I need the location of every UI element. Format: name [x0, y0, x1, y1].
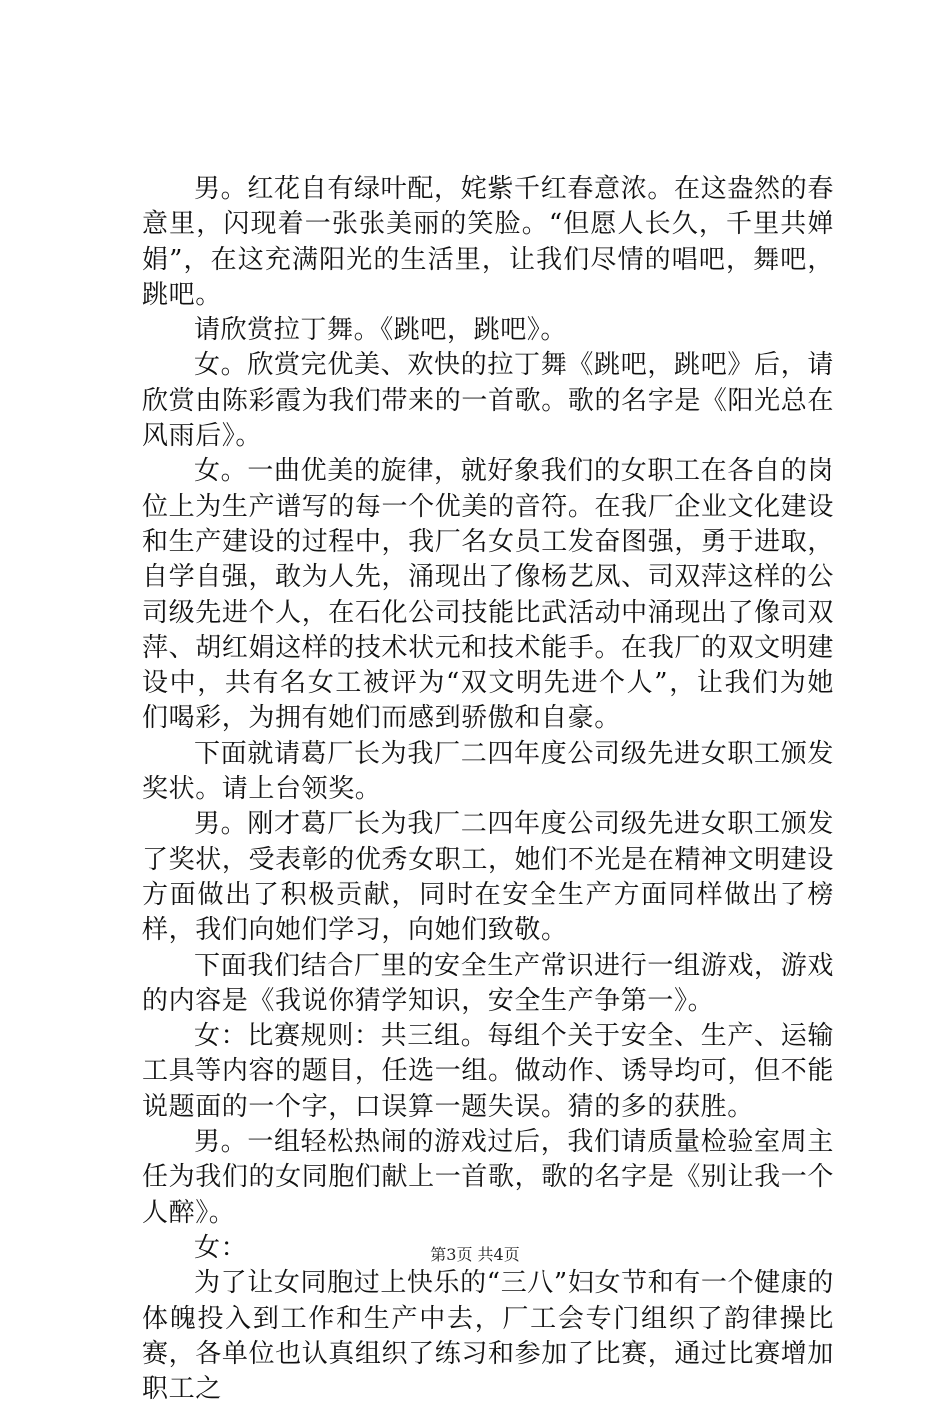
paragraph-female-host-label: 女：	[194, 1232, 248, 1263]
paragraph-male-host-song: 男。一组轻松热闹的游戏过后，我们请质量检验室周主任为我们的女同胞们献上一首歌，歌的名字是《别让我一个人醉》。	[142, 1127, 834, 1228]
document-body	[142, 172, 834, 1407]
paragraph-latin-dance: 请欣赏拉丁舞。《跳吧，跳吧》。	[194, 315, 568, 346]
paragraph-male-host-intro: 男。红花自有绿叶配，姹紫千红春意浓。在这盎然的春意里，闪现着一张张美丽的笑脸。“但愿人长久，千里共婵娟”，在这充满阳光的生活里，让我们尽情的唱吧，舞吧，跳吧。	[142, 174, 834, 310]
paragraph-award-presentation: 下面就请葛厂长为我厂二四年度公司级先进女职工颁发奖状。请上台领奖。	[142, 738, 834, 805]
page-footer: 第3页 共4页	[430, 1245, 520, 1264]
paragraph-female-host-song: 女。欣赏完优美、欢快的拉丁舞《跳吧，跳吧》后，请欣赏由陈彩霞为我们带来的一首歌。歌的名字是《阳光总在风雨后》。	[142, 350, 834, 452]
paragraph-female-workers: 女。一曲优美的旋律，就好象我们的女职工在各自的岗位上为生产谱写的每一个优美的音符。在我厂企业文化建设和生产建设的过程中，我厂名女员工发奋图强，勇于进取，自学自强，敢为人先，涌现出了像杨艺凤、司双萍这样的公司级先进个人，在石化公司技能比武活动中涌现出了像司双萍、胡红娟这样的技术状元和技术能手。在我厂的双文明建设中，共有名女工被评为“双文明先进个人”，让我们为她们喝彩，为拥有她们而感到骄傲和自豪。	[142, 456, 834, 734]
paragraph-game-rules: 女：比赛规则：共三组。每组个关于安全、生产、运输工具等内容的题目，任选一组。做动作、诱导均可，但不能说题面的一个字，口误算一题失误。猜的多的获胜。	[142, 1021, 834, 1122]
paragraph-male-host-award: 男。刚才葛厂长为我厂二四年度公司级先进女职工颁发了奖状，受表彰的优秀女职工，她们不光是在精神文明建设方面做出了积极贡献，同时在安全生产方面同样做出了榜样，我们向她们学习，向她们致敬。	[142, 809, 834, 946]
paragraph-aerobics-contest: 为了让女同胞过上快乐的“三八”妇女节和有一个健康的体魄投入到工作和生产中去，厂工会专门组织了韵律操比赛，各单位也认真组织了练习和参加了比赛，通过比赛增加职工之	[142, 1268, 834, 1405]
paragraph-game-intro: 下面我们结合厂里的安全生产常识进行一组游戏，游戏的内容是《我说你猜学知识，安全生产争第一》。	[142, 950, 834, 1016]
